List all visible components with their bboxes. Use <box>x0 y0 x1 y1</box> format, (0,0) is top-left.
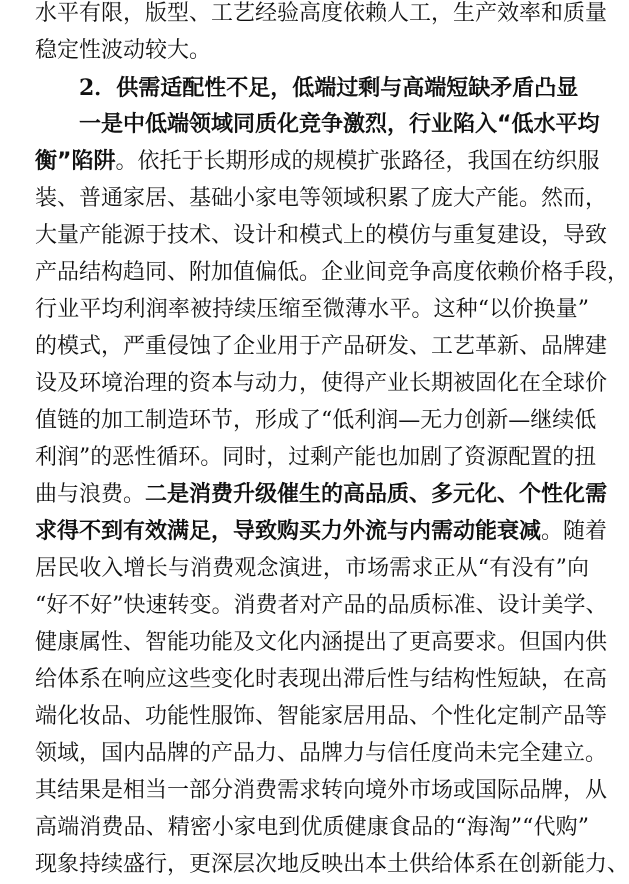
text-segment: 。依托于长期形成的规模扩张路径，我国在纺织服 <box>115 149 600 174</box>
text-line: “好不好”快速转变。消费者对产品的品质标准、设计美学、 <box>35 593 608 618</box>
bold-phrase: 衡”陷阱 <box>35 149 116 174</box>
bold-phrase: 求得不到有效满足，导致购买力外流与内需动能衰减 <box>35 519 542 544</box>
text-line <box>35 145 600 179</box>
bold-phrase: 二是消费升级催生的高品质、多元化、个性化需 <box>145 482 608 507</box>
text-line: 设及环境治理的资本与动力，使得产业长期被固化在全球价 <box>35 371 608 396</box>
text-line: 现象持续盛行，更深层次地反映出本土供给体系在创新能力、 <box>35 852 629 877</box>
text-line: 领域，国内品牌的产品力、品牌力与信任度尚未完全建立。 <box>35 741 608 766</box>
text-line: 居民收入增长与消费观念演进，市场需求正从“有没有”向 <box>35 556 589 581</box>
text-line <box>35 478 608 512</box>
text-line: 端化妆品、功能性服饰、智能家居用品、个性化定制产品等 <box>35 704 608 729</box>
text-line: 其结果是相当一部分消费需求转向境外市场或国际品牌，从 <box>35 778 608 803</box>
text-line: 装、普通家居、基础小家电等领域积累了庞大产能。然而， <box>35 186 608 211</box>
text-line: 的模式，严重侵蚀了企业用于产品研发、工艺革新、品牌建 <box>35 334 608 359</box>
text-line: 高端消费品、精密小家电到优质健康食品的“海淘”“代购” <box>35 815 589 840</box>
text-line: 产品结构趋同、附加值偏低。企业间竞争高度依赖价格手段， <box>35 260 629 285</box>
text-segment: 曲与浪费。 <box>35 482 146 507</box>
text-line: 稳定性波动较大。 <box>35 38 212 63</box>
section-heading: 2．供需适配性不足，低端过剩与高端短缺矛盾凸显 <box>79 75 579 101</box>
text-line: 健康属性、智能功能及文化内涵提出了更高要求。但国内供 <box>35 630 608 655</box>
text-line: 利润”的恶性循环。同时，过剩产能也加剧了资源配置的扭 <box>35 445 597 470</box>
text-line <box>35 515 608 549</box>
text-line: 值链的加工制造环节，形成了“低利润—无力创新—继续低 <box>35 408 597 433</box>
text-line: 大量产能源于技术、设计和模式上的模仿与重复建设，导致 <box>35 223 608 248</box>
text-line-bold: 一是中低端领域同质化竞争激烈，行业陷入“低水平均 <box>79 112 600 137</box>
text-line: 给体系在响应这些变化时表现出滞后性与结构性短缺，在高 <box>35 667 608 692</box>
text-line: 行业平均利润率被持续压缩至微薄水平。这种“以价换量” <box>35 297 589 322</box>
text-line: 水平有限，版型、工艺经验高度依赖人工，生产效率和质量 <box>35 1 608 26</box>
text-segment: 。随着 <box>541 519 608 544</box>
